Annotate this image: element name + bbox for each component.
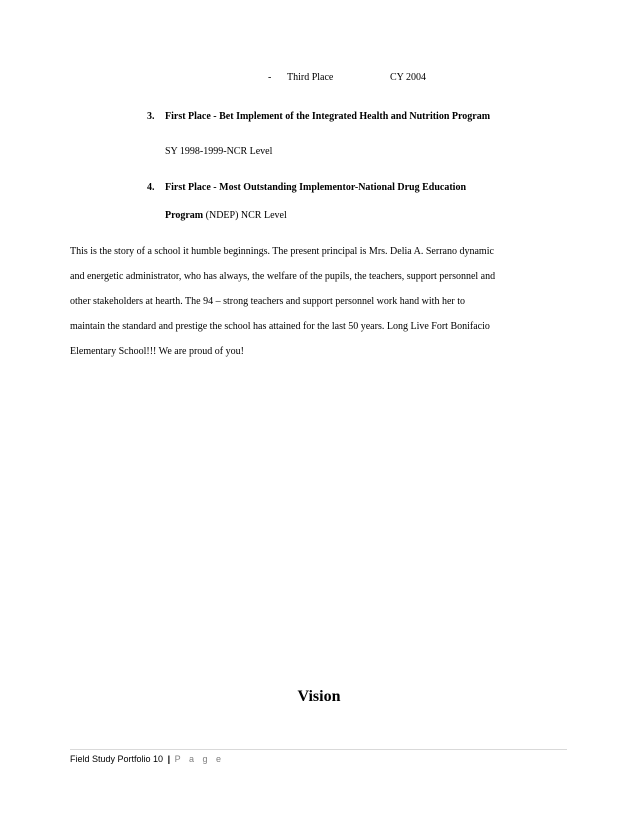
footer-divider — [70, 749, 567, 750]
award-item-4-program-word: Program — [165, 210, 204, 221]
award-item-3-title: First Place - Bet Implement of the Integrated Health and Nutrition Program — [165, 111, 491, 122]
third-place-year: CY 2004 — [390, 72, 427, 83]
award-item-3-number: 3. — [147, 111, 155, 122]
story-line-4: maintain the standard and prestige the school has attained for the last 50 years. Long Live Fort Bonifacio — [70, 321, 490, 332]
story-line-5: Elementary School!!! We are proud of you! — [70, 346, 244, 357]
page-footer — [70, 754, 224, 764]
story-line-3: other stakeholders at hearth. The 94 – strong teachers and support personnel work hand with her to — [70, 296, 465, 307]
story-line-2: and energetic administrator, who has always, the welfare of the pupils, the teachers, support personnel and — [70, 271, 496, 282]
award-item-4-title-continued — [165, 210, 287, 221]
section-heading-vision: Vision — [297, 688, 341, 705]
award-item-3-detail: SY 1998-1999-NCR Level — [165, 146, 273, 157]
third-place-label: Third Place — [287, 72, 334, 83]
third-place-dash: - — [268, 72, 272, 83]
award-item-4-title: First Place - Most Outstanding Implementor-National Drug Education — [165, 182, 467, 193]
footer-title: Field Study Portfolio 10 — [70, 754, 164, 764]
award-item-4-number: 4. — [147, 182, 155, 193]
story-line-1: This is the story of a school it humble beginnings. The present principal is Mrs. Delia A. Serrano dynamic — [70, 246, 494, 257]
footer-page-word: P a g e — [174, 754, 224, 764]
footer-separator: | — [167, 754, 171, 764]
award-item-4-level: (NDEP) NCR Level — [203, 210, 287, 221]
